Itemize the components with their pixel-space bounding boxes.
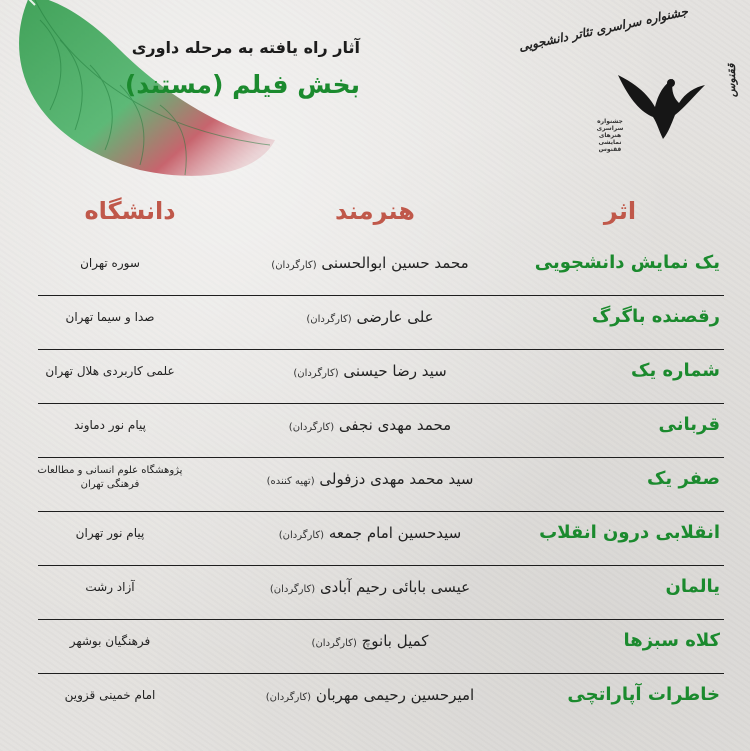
artist-name: سیدحسین امام جمعه: [328, 524, 462, 542]
entries-table: [20, 242, 730, 728]
work-title: صفر یک: [646, 468, 720, 489]
work-title: قربانی: [658, 414, 720, 435]
artist-cell: [220, 524, 520, 542]
artist-role: (کارگردان): [271, 260, 317, 271]
university-name: سوره تهران: [80, 256, 140, 270]
artist-cell: [220, 632, 520, 650]
page-title: بخش فیلم (مستند): [124, 70, 360, 99]
artist-role: (تهیه کننده): [266, 476, 315, 487]
artist-role: (کارگردان): [293, 368, 339, 379]
artist-cell: [220, 254, 520, 272]
artist-name: امیرحسین رحیمی مهربان: [315, 686, 475, 704]
university-name: پیام نور تهران: [75, 526, 145, 540]
artist-cell: [220, 578, 520, 596]
work-title: رقصنده باگرگ: [591, 306, 720, 327]
artist-role: (کارگردان): [288, 422, 335, 433]
artist-role: (کارگردان): [278, 530, 325, 541]
table-row: [20, 242, 730, 296]
university-name: آزاد رشت: [85, 580, 135, 594]
university-name: صدا و سیما تهران: [65, 310, 155, 324]
artist-role: (کارگردان): [269, 584, 316, 595]
table-row: [20, 458, 730, 512]
artist-cell: [220, 308, 520, 326]
column-header-university: دانشگاه: [84, 197, 176, 225]
university-name: فرهنگیان بوشهر: [69, 634, 151, 648]
logo-small-text: جشنواره سراسری هنرهای نمایشی ققنوس: [596, 118, 624, 153]
work-title: کلاه سبزها: [623, 630, 720, 651]
artist-cell: [220, 686, 520, 704]
work-title: یالمان: [665, 576, 720, 597]
artist-name: عیسی بابائی رحیم آبادی: [319, 578, 471, 596]
artist-cell: [220, 470, 520, 488]
column-header-artist: هنرمند: [335, 197, 415, 225]
column-header-work: اثر: [603, 197, 637, 225]
feather-decoration: [0, 0, 280, 210]
artist-name: کمیل بانوچ: [361, 632, 429, 650]
artist-cell: [220, 416, 520, 434]
table-row: [20, 512, 730, 566]
table-row: [20, 566, 730, 620]
table-row: [20, 674, 730, 728]
university-name: امام خمینی قزوین: [64, 688, 156, 702]
university-name: پژوهشگاه علوم انسانی و مطالعات فرهنگی تهران: [37, 465, 183, 490]
artist-name: محمد مهدی نجفی: [338, 416, 452, 434]
work-title: شماره یک: [631, 360, 720, 381]
table-row: [20, 296, 730, 350]
artist-name: سید رضا حیسنی: [343, 362, 447, 380]
logo-name-text: ققنوس: [725, 63, 738, 97]
artist-name: سید محمد مهدی دزفولی: [319, 470, 474, 488]
university-name: پیام نور دماوند: [74, 418, 146, 432]
artist-cell: [220, 362, 520, 380]
artist-role: (کارگردان): [311, 638, 357, 649]
table-row: [20, 620, 730, 674]
work-title: یک نمایش دانشجویی: [534, 252, 720, 273]
work-title: انقلابی درون انقلاب: [539, 522, 720, 543]
page-subtitle: آثار راه یافته به مرحله داوری: [131, 38, 360, 57]
university-name: علمی کاربردی هلال تهران: [45, 364, 175, 378]
artist-role: (کارگردان): [265, 692, 312, 703]
artist-role: (کارگردان): [306, 314, 352, 325]
artist-name: علی عارضی: [356, 308, 434, 326]
work-title: خاطرات آپاراتچی: [567, 684, 720, 705]
artist-name: محمد حسین ابوالحسنی: [321, 254, 469, 272]
festival-logo: [517, 4, 738, 160]
table-row: [20, 404, 730, 458]
logo-title-text: جشنواره سراسری تئاتر دانشجویی: [517, 4, 690, 54]
table-row: [20, 350, 730, 404]
